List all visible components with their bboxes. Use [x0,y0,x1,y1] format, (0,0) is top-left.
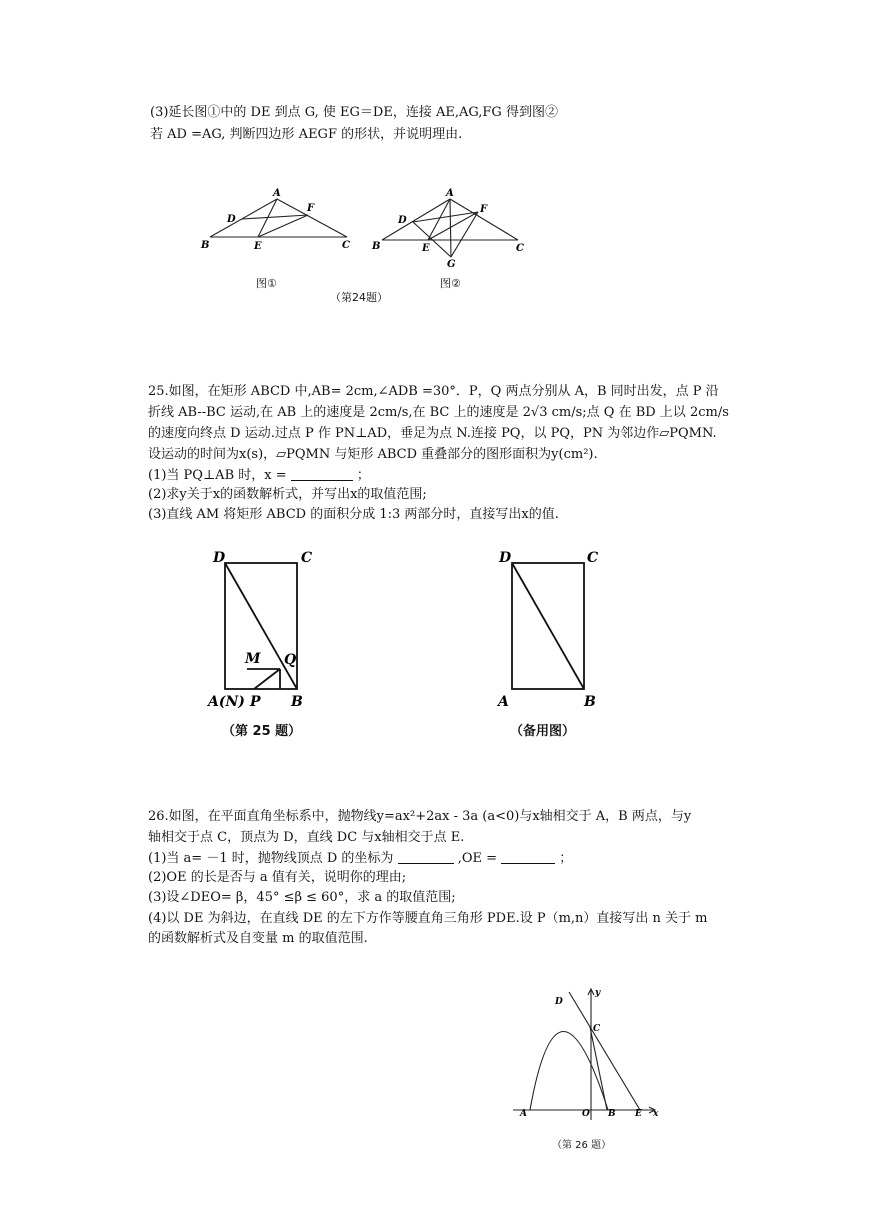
q26-part1-oe-blank[interactable] [501,849,555,864]
q26-part4-line2: 的函数解析式及自变量 m 的取值范围. [148,931,368,946]
q24-fig1-label-f: F [307,203,315,214]
q24-fig2-label-g: G [447,259,456,270]
q25-line1: 25.如图，在矩形 ABCD 中,AB= 2cm,∠ADB =30°．P，Q 两点分别从 A，B 同时出发，点 P 沿 [148,384,719,399]
q26-part1 [148,849,572,868]
q26-figure [508,982,668,1127]
q25-backup-figure [490,545,610,715]
q26-fig-label-b: B [608,1109,616,1119]
q26-fig-label-o: O [582,1109,590,1119]
q25-fig-caption: （第 25 题） [222,724,302,739]
q25-backup-label-a: A [498,694,509,710]
q26-part4-line1: (4)以 DE 为斜边，在直线 DE 的左下方作等腰直角三角形 PDE.设 P（m,n）直接写出 n 关于 m [148,911,708,926]
q26-fig-label-c: C [593,1024,601,1034]
q24-fig1-label-b: B [201,240,210,251]
q25-part2: (2)求y关于x的函数解析式，并写出x的取值范围; [148,487,427,502]
q24-fig1-label-d: D [227,214,236,225]
q25-part1-answer-blank[interactable] [291,466,353,481]
q25-line3: 的速度向终点 D 运动.过点 P 作 PN⊥AD，垂足为点 N.连接 PQ，以 PQ，PN 为邻边作▱PQMN. [148,426,717,441]
q26-part1-mid: ,OE = [457,851,498,866]
q24-fig1-label-a: A [273,188,281,199]
q26-part2: (2)OE 的长是否与 a 值有关，说明你的理由; [148,870,407,885]
q25-fig-label-b: B [291,694,303,710]
q26-fig-label-e: E [635,1109,642,1119]
q26-part3: (3)设∠DEO= β，45° ≤β ≤ 60°，求 a 的取值范围; [148,890,456,905]
q24-caption: （第24题） [330,291,388,304]
q25-fig-label-m: M [245,651,261,667]
q26-fig-label-x: x [653,1109,659,1119]
q26-line1: 26.如图，在平面直角坐标系中，抛物线y=ax²+2ax - 3a (a<0)与x轴相交于 A，B 两点，与y [148,809,692,824]
q25-fig-label-an: A(N) [208,694,245,710]
q25-backup-label-b: B [584,694,596,710]
q24-part3-line2: 若 AD =AG, 判断四边形 AEGF 的形状，并说明理由. [150,127,463,142]
q25-line2: 折线 AB--BC 运动,在 AB 上的速度是 2cm/s,在 BC 上的速度是 2√3 cm/s;点 Q 在 BD 上以 2cm/s [148,405,729,420]
q25-backup-label-d: D [499,550,512,566]
q24-fig1-caption: 图① [256,277,277,290]
q24-fig2-label-f: F [480,204,488,215]
q26-line2: 轴相交于点 C，顶点为 D，直线 DC 与x轴相交于点 E. [148,830,465,845]
q24-fig2-label-e: E [422,243,430,254]
q25-fig-label-c: C [301,550,313,566]
q24-fig2-label-a: A [446,188,454,199]
q26-caption: （第 26 题） [552,1140,612,1151]
q26-part1-prefix: (1)当 a= －1 时，抛物线顶点 D 的坐标为 [148,851,394,866]
q25-backup-caption: （备用图） [510,724,576,739]
q24-fig1-label-e: E [254,241,262,252]
q25-fig-label-p: P [250,694,261,710]
q24-fig1-label-c: C [342,240,350,251]
q24-figure-1 [195,185,360,255]
q25-part1-suffix: ； [356,468,370,483]
q24-fig2-label-c: C [516,243,524,254]
q25-part1 [148,466,370,485]
q26-fig-label-a: A [520,1109,527,1119]
q26-part1-vertex-blank[interactable] [398,849,454,864]
q25-line4: 设运动的时间为x(s)，▱PQMN 与矩形 ABCD 重叠部分的图形面积为y(cm²). [148,447,598,462]
q26-fig-label-d: D [555,997,563,1007]
q24-fig2-caption: 图② [440,277,461,290]
q24-fig2-label-b: B [372,241,381,252]
q25-part1-prefix: (1)当 PQ⊥AB 时，x = [148,468,287,483]
q26-fig-label-y: y [595,988,601,998]
q25-part3: (3)直线 AM 将矩形 ABCD 的面积分成 1:3 两部分时，直接写出x的值. [148,507,559,522]
q25-fig-label-q: Q [284,652,297,668]
q24-figure-2 [368,185,533,270]
q26-part1-suffix: ； [559,851,573,866]
q25-figure [200,545,330,715]
q25-fig-label-d: D [213,550,226,566]
q24-part3-line1: (3)延长图①中的 DE 到点 G, 使 EG＝DE，连接 AE,AG,FG 得到图② [150,105,558,120]
q24-fig2-label-d: D [398,215,407,226]
q25-backup-label-c: C [587,550,599,566]
